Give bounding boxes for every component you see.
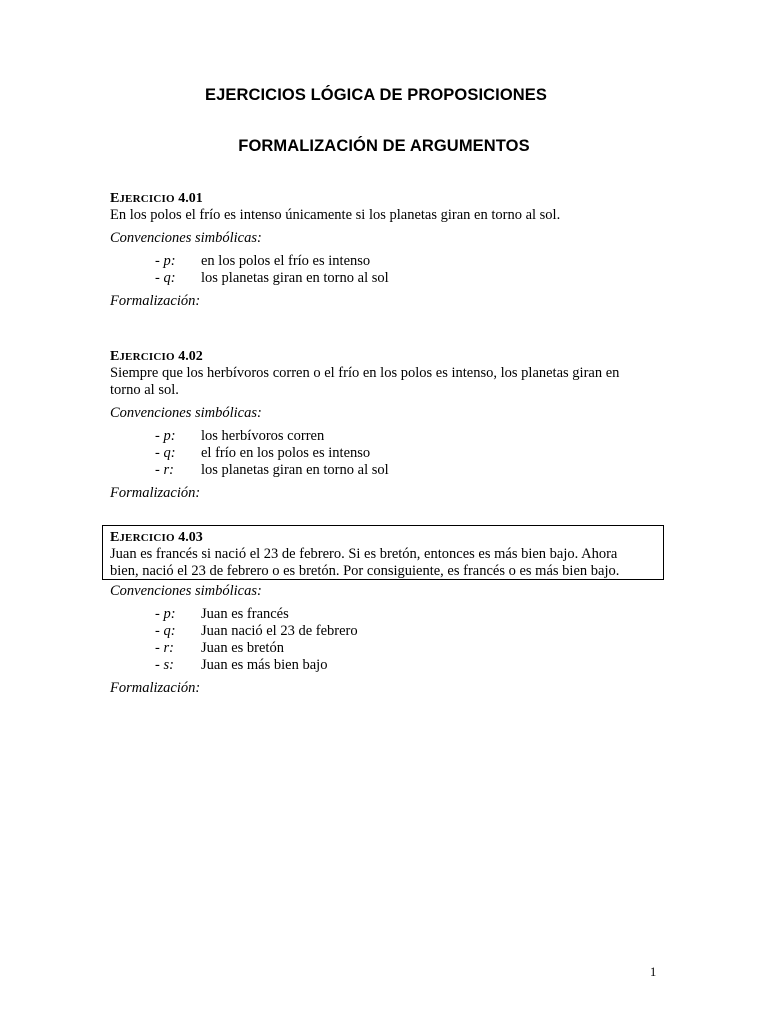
exercise-4-02: [110, 348, 670, 502]
exercise-heading: [110, 529, 665, 546]
conventions-label: Convenciones simbólicas:: [110, 405, 262, 421]
variable-meaning: los planetas giran en torno al sol: [201, 270, 389, 286]
statement-line: Siempre que los herbívoros corren o el frío en los polos es intenso, los planetas giran en: [110, 365, 620, 381]
variable-meaning: Juan es más bien bajo: [201, 657, 328, 673]
exercise-heading: [110, 190, 670, 207]
variable-meaning: el frío en los polos es intenso: [201, 445, 371, 461]
variable-row: [155, 270, 670, 287]
formalization-label: Formalización:: [110, 680, 201, 696]
statement-line: Juan es francés si nació el 23 de febrero. Si es bretón, entonces es más bien bajo. Ahora: [110, 546, 618, 562]
variable-symbol: - s:: [155, 657, 174, 673]
variable-symbol: - p:: [155, 253, 176, 269]
exercise-statement: [110, 365, 670, 399]
conventions-label: Convenciones simbólicas:: [110, 230, 262, 246]
statement-line: En los polos el frío es intenso únicamente si los planetas giran en torno al sol.: [110, 207, 561, 223]
exercise-heading-word: JERCICIO: [119, 193, 175, 205]
exercise-statement: [110, 207, 670, 224]
variable-meaning: los planetas giran en torno al sol: [201, 462, 389, 478]
variable-row: [155, 445, 670, 462]
variable-row: [155, 428, 670, 445]
conventions-label: Convenciones simbólicas:: [110, 583, 262, 599]
exercise-number: 4.01: [178, 191, 203, 206]
exercise-heading-word: JERCICIO: [119, 351, 175, 363]
exercise-number: 4.02: [178, 349, 203, 364]
variable-meaning: los herbívoros corren: [201, 428, 325, 444]
variable-row: [155, 606, 670, 623]
statement-line: torno al sol.: [110, 382, 179, 398]
variable-row: [155, 253, 670, 270]
variable-row: [155, 640, 670, 657]
variable-row: [155, 462, 670, 479]
variable-row: [155, 657, 670, 674]
exercise-heading-initial: E: [110, 349, 120, 364]
variable-symbol: - q:: [155, 623, 176, 639]
exercise-4-03: [110, 580, 670, 697]
variable-meaning: Juan es bretón: [201, 640, 284, 656]
exercise-4-01: [110, 190, 670, 310]
exercise-heading-word: JERCICIO: [119, 532, 175, 544]
variable-list: [155, 253, 670, 287]
variable-list: [155, 606, 670, 674]
statement-line: bien, nació el 23 de febrero o es bretón. Por consiguiente, es francés o es más bien bajo.: [110, 563, 620, 579]
variable-meaning: Juan es francés: [201, 606, 289, 622]
variable-meaning: en los polos el frío es intenso: [201, 253, 371, 269]
formalization-label: Formalización:: [110, 485, 201, 501]
document-subtitle: FORMALIZACIÓN DE ARGUMENTOS: [238, 137, 530, 155]
variable-symbol: - r:: [155, 640, 174, 656]
document-title: EJERCICIOS LÓGICA DE PROPOSICIONES: [204, 86, 547, 104]
formalization-label: Formalización:: [110, 293, 201, 309]
variable-list: [155, 428, 670, 479]
variable-symbol: - p:: [155, 606, 176, 622]
exercise-number: 4.03: [178, 530, 203, 545]
variable-symbol: - r:: [155, 462, 174, 478]
exercise-statement: [110, 546, 665, 580]
variable-symbol: - p:: [155, 428, 176, 444]
exercise-heading-initial: E: [110, 530, 120, 545]
page-number: 1: [650, 965, 657, 979]
variable-symbol: - q:: [155, 270, 176, 286]
exercise-heading-initial: E: [110, 191, 120, 206]
exercise-4-03-box: [102, 525, 664, 580]
exercise-heading: [110, 348, 670, 365]
variable-meaning: Juan nació el 23 de febrero: [201, 623, 358, 639]
variable-symbol: - q:: [155, 445, 176, 461]
variable-row: [155, 623, 670, 640]
